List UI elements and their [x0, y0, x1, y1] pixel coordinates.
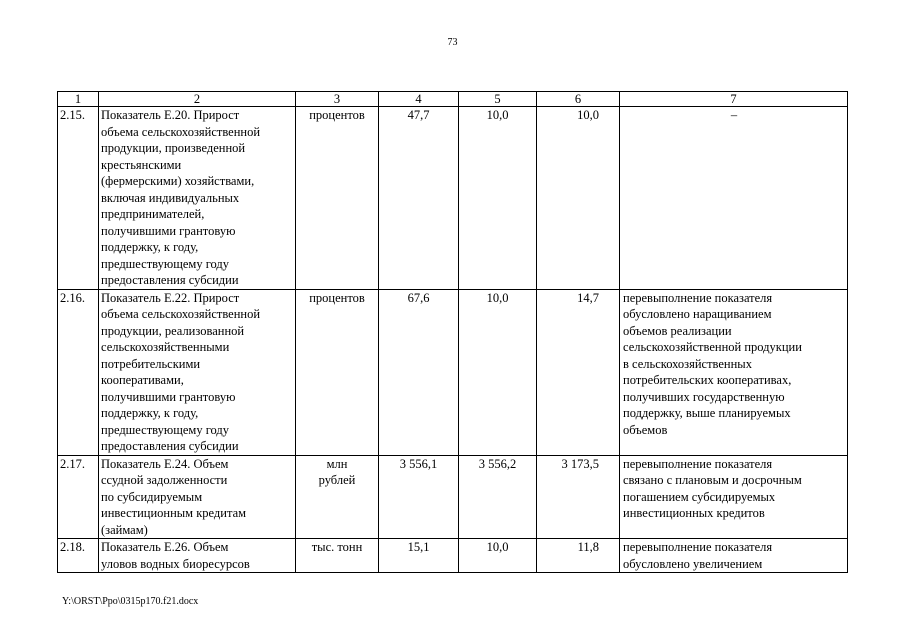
indicator-line: продукции, реализованной: [101, 323, 245, 338]
indicator-line: Показатель Е.24. Объем: [101, 456, 229, 471]
indicator-line: поддержку, к году,: [101, 240, 199, 254]
column-header: 7: [620, 92, 848, 107]
value-col6: 14,7: [537, 289, 620, 455]
note-line: погашением субсидируемых: [623, 489, 776, 504]
note-line: сельскохозяйственной продукции: [623, 340, 802, 354]
indicator-line: предшествующему году: [101, 422, 230, 437]
indicator-line: сельскохозяйственными: [101, 340, 230, 354]
indicator-line: потребительскими: [101, 356, 201, 371]
page-number: 73: [447, 37, 458, 48]
indicator-line: включая индивидуальных: [101, 190, 240, 205]
table-row: [58, 107, 848, 290]
indicator-line: Показатель Е.22. Прирост: [101, 290, 240, 305]
note-cell: [620, 289, 848, 455]
note-line: перевыполнение показателя: [623, 456, 773, 471]
column-header: 5: [459, 92, 537, 107]
value-col5: 10,0: [459, 107, 537, 290]
table-header-row: [58, 92, 848, 107]
note-line: обусловлено наращиванием: [623, 307, 772, 321]
value-col6: 10,0: [537, 107, 620, 290]
indicator-line: по субсидируемым: [101, 489, 203, 504]
value-col6: 3 173,5: [537, 455, 620, 539]
table-row: [58, 539, 848, 573]
note-line: в сельскохозяйственных: [623, 356, 752, 371]
indicator-line: продукции, произведенной: [101, 141, 246, 155]
unit-cell: процентов: [296, 107, 379, 290]
value-col6: 11,8: [537, 539, 620, 573]
note-cell: –: [620, 107, 848, 290]
row-number: 2.16.: [58, 289, 99, 455]
note-line: потребительских кооперативах,: [623, 373, 792, 387]
indicator-line: ссудной задолженности: [101, 473, 228, 487]
indicator-line: (займам): [101, 522, 148, 537]
indicator-line: получившими грантовую: [101, 223, 236, 238]
table-row: [58, 289, 848, 455]
column-header: 1: [58, 92, 99, 107]
indicator-line: объема сельскохозяйственной: [101, 124, 261, 139]
indicator-name: [99, 289, 296, 455]
unit-cell: процентов: [296, 289, 379, 455]
column-header: 6: [537, 92, 620, 107]
indicator-line: Показатель Е.20. Прирост: [101, 108, 240, 122]
indicator-line: предпринимателей,: [101, 207, 205, 221]
value-col4: 3 556,1: [379, 455, 459, 539]
indicator-name: [99, 539, 296, 573]
note-line: инвестиционных кредитов: [623, 506, 765, 520]
indicators-table: [57, 91, 848, 573]
note-line: связано с плановым и досрочным: [623, 473, 802, 487]
indicator-line: (фермерскими) хозяйствами,: [101, 174, 255, 188]
table-row: [58, 455, 848, 539]
file-path-footer: Y:\ORST\Ppo\0315p170.f21.docx: [62, 596, 199, 607]
note-line: объемов: [623, 422, 668, 437]
row-number: 2.17.: [58, 455, 99, 539]
note-cell: [620, 539, 848, 573]
note-line: поддержку, выше планируемых: [623, 406, 791, 420]
row-number: 2.15.: [58, 107, 99, 290]
note-line: объемов реализации: [623, 323, 732, 338]
column-header: 2: [99, 92, 296, 107]
value-col4: 15,1: [379, 539, 459, 573]
unit-cell: тыс. тонн: [296, 539, 379, 573]
column-header: 4: [379, 92, 459, 107]
unit-line: млн: [326, 456, 348, 471]
indicator-line: предшествующему году: [101, 256, 230, 271]
indicator-line: уловов водных биоресурсов: [101, 556, 250, 571]
note-line: обусловлено увеличением: [623, 556, 763, 571]
indicator-line: предоставления субсидии: [101, 439, 239, 453]
value-col5: 10,0: [459, 289, 537, 455]
indicator-line: получившими грантовую: [101, 389, 236, 404]
column-header: 3: [296, 92, 379, 107]
value-col4: 67,6: [379, 289, 459, 455]
indicator-line: инвестиционным кредитам: [101, 506, 247, 520]
indicator-line: кооперативами,: [101, 373, 184, 387]
indicator-line: крестьянскими: [101, 157, 182, 172]
indicator-line: предоставления субсидии: [101, 273, 239, 287]
value-col5: 10,0: [459, 539, 537, 573]
row-number: 2.18.: [58, 539, 99, 573]
indicator-line: объема сельскохозяйственной: [101, 307, 261, 321]
value-col4: 47,7: [379, 107, 459, 290]
indicator-name: [99, 455, 296, 539]
indicator-line: Показатель Е.26. Объем: [101, 540, 229, 554]
unit-cell: [296, 455, 379, 539]
indicator-name: [99, 107, 296, 290]
indicator-line: поддержку, к году,: [101, 406, 199, 420]
note-line: получивших государственную: [623, 389, 785, 404]
note-line: перевыполнение показателя: [623, 540, 773, 554]
note-line: перевыполнение показателя: [623, 290, 773, 305]
note-cell: [620, 455, 848, 539]
value-col5: 3 556,2: [459, 455, 537, 539]
unit-line: рублей: [318, 473, 356, 487]
